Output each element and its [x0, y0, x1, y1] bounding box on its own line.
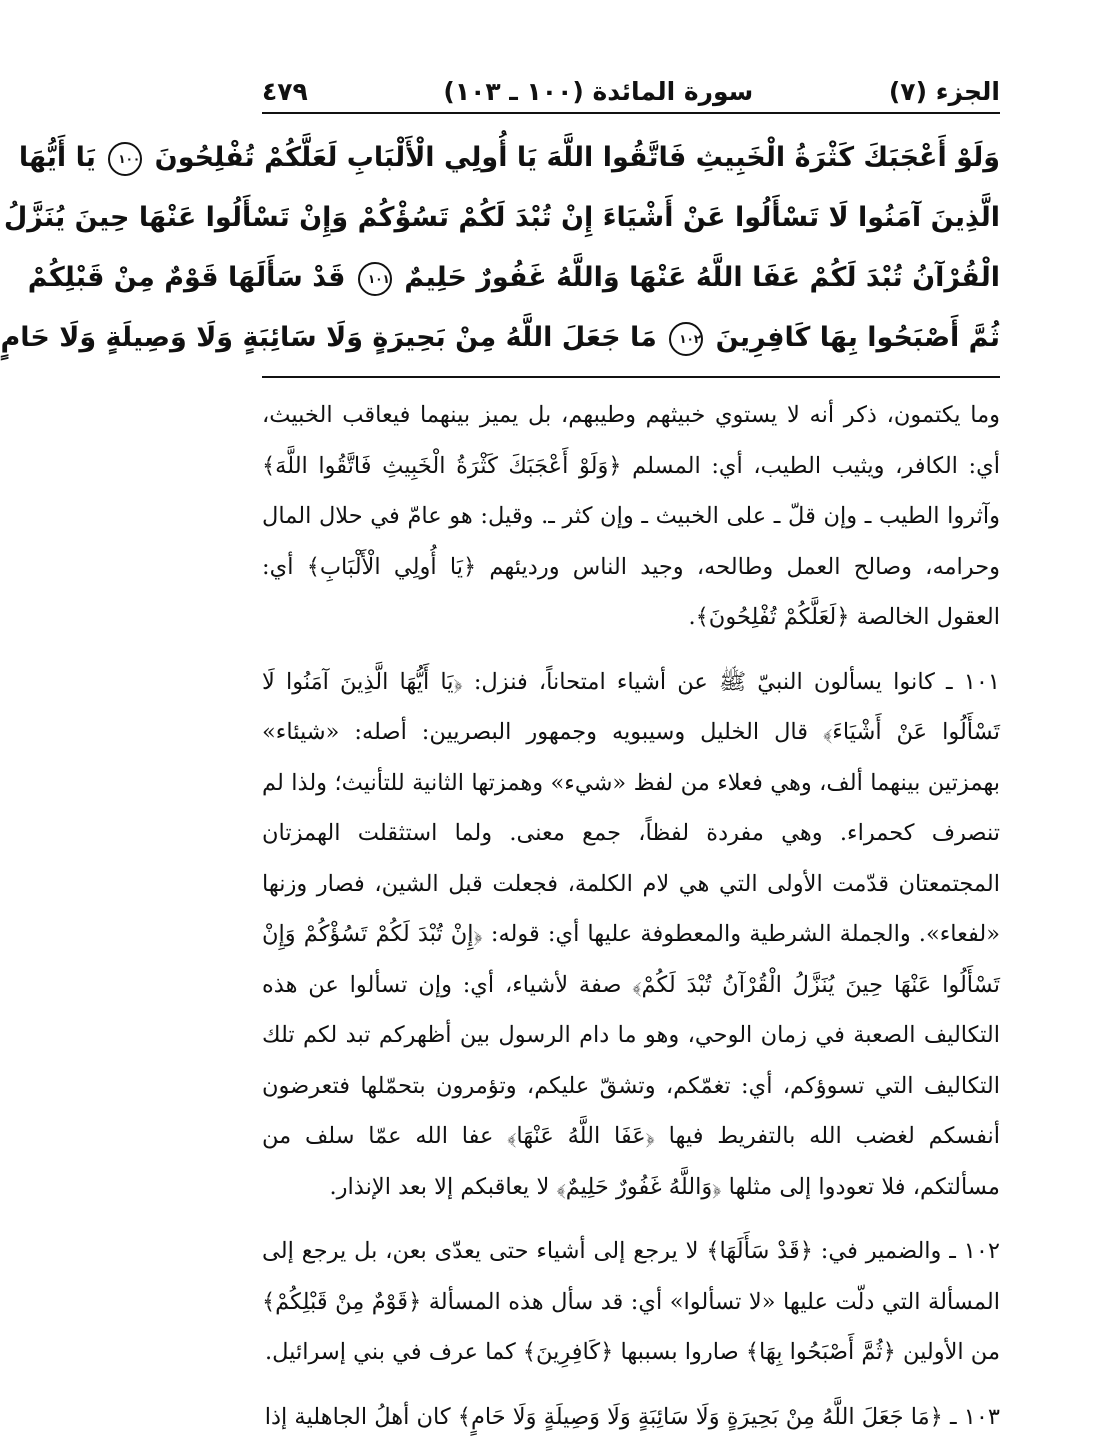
verse-line [3, 188, 1000, 248]
verse-text: الْقُرْآنُ تُبْدَ لَكُمْ عَفَا اللَّهُ عَنْهَا وَاللَّهُ غَفُورٌ حَلِيمٌ [404, 262, 1000, 293]
ayah-number-marker: ١٠١ [358, 262, 392, 296]
verse-text: وَلَوْ أَعْجَبَكَ كَثْرَةُ الْخَبِيثِ فَاتَّقُوا اللَّهَ يَا أُولِي الْأَلْبَابِ لَعَلَّكُمْ تُفْلِحُونَ [154, 142, 1000, 173]
commentary-paragraph [262, 1226, 1000, 1378]
surah-title: سورة المائدة (١٠٠ ـ ١٠٣) [443, 76, 754, 106]
verse-text: ثُمَّ أَصْبَحُوا بِهَا كَافِرِينَ [715, 322, 1000, 353]
commentary-text: ١٠١ ـ كانوا يسألون النبيّ ﷺ عن أشياء امتحاناً، فنزل: ﴿يَا أَيُّهَا الَّذِينَ آمَنُوا لَا تَسْأَلُوا عَنْ أَشْيَاءَ﴾ قال الخليل وسيبويه وجمهور البصريين: أصله: «شيئاء» بهمزتين بينهما ألف، وهي فعلاء من لفظ «شيء» وهمزتها الثانية للتأنيث؛ ولذا لم تنصرف كحمراء. وهي مفردة لفظاً، جمع معنى. ولما استثقلت الهمزتان المجتمعتان قدّمت الأولى التي هي لام الكلمة، فجعلت قبل الشين، فصار وزنها «لفعاء». والجملة الشرطية والمعطوفة عليها أي: قوله: ﴿إِنْ تُبْدَ لَكُمْ تَسُؤْكُمْ وَإِنْ تَسْأَلُوا عَنْهَا حِينَ يُنَزَّلُ الْقُرْآنُ تُبْدَ لَكُمْ﴾ صفة لأشياء، أي: وإن تسألوا عن هذه التكاليف الصعبة في زمان الوحي، وهو ما دام الرسول بين أظهركم تبد لكم تلك التكاليف التي تسوؤكم، أي: تغمّكم، وتشقّ عليكم، وتؤمرون بتحمّلها فتعرضون أنفسكم لغضب الله بالتفريط فيها ﴿عَفَا اللَّهُ عَنْهَا﴾ عفا الله عمّا سلف من مسألتكم، فلا تعودوا إلى مثلها ﴿وَاللَّهُ غَفُورٌ حَلِيمٌ﴾ لا يعاقبكم إلا بعد الإنذار. [262, 668, 1000, 1200]
quran-verses-block [0, 128, 1000, 376]
verse-text: الَّذِينَ آمَنُوا لَا تَسْأَلُوا عَنْ أَشْيَاءَ إِنْ تُبْدَ لَكُمْ تَسُؤْكُمْ وَإِنْ تَسْأَلُوا عَنْهَا حِينَ يُنَزَّلُ [3, 202, 1000, 233]
commentary-text: ١٠٢ ـ والضمير في: ﴿قَدْ سَأَلَهَا﴾ لا يرجع إلى أشياء حتى يعدّى بعن، بل يرجع إلى المسألة التي دلّت عليها «لا تسألوا» أي: قد سأل هذه المسألة ﴿قَوْمٌ مِنْ قَبْلِكُمْ﴾ من الأولين ﴿ثُمَّ أَصْبَحُوا بِهَا﴾ صاروا بسببها ﴿كَافِرِينَ﴾ كما عرف في بني إسرائيل. [262, 1238, 1000, 1365]
page-header [262, 70, 1000, 112]
tafsir-commentary [262, 390, 1000, 1442]
commentary-paragraph [262, 657, 1000, 1213]
header-rule [262, 112, 1000, 114]
verses-separator [262, 376, 1000, 378]
page-number: ٤٧٩ [262, 76, 308, 106]
verse-line [27, 248, 1000, 308]
verse-text: يَا أَيُّهَا [18, 142, 96, 173]
juz-label: الجزء (٧) [888, 76, 1000, 106]
book-page [0, 70, 1000, 1456]
verse-text: مَا جَعَلَ اللَّهُ مِنْ بَحِيرَةٍ وَلَا سَائِبَةٍ وَلَا وَصِيلَةٍ وَلَا حَامٍ [0, 322, 657, 353]
commentary-paragraph [262, 390, 1000, 643]
ayah-number-marker: ١٠٢ [669, 322, 703, 356]
verse-line [18, 128, 1000, 188]
verse-line [0, 308, 1000, 368]
ayah-number-marker: ١٠٠ [108, 142, 142, 176]
verse-text: قَدْ سَأَلَهَا قَوْمٌ مِنْ قَبْلِكُمْ [27, 262, 346, 293]
commentary-text: ١٠٣ ـ ﴿مَا جَعَلَ اللَّهُ مِنْ بَحِيرَةٍ وَلَا سَائِبَةٍ وَلَا وَصِيلَةٍ وَلَا حَامٍ﴾ كان أهلُ الجاهلية إذا [264, 1403, 1000, 1430]
commentary-text: وما يكتمون، ذكر أنه لا يستوي خبيثهم وطيبهم، بل يميز بينهما فيعاقب الخبيث، أي: الكافر، ويثيب الطيب، أي: المسلم ﴿وَلَوْ أَعْجَبَكَ كَثْرَةُ الْخَبِيثِ فَاتَّقُوا اللَّهَ﴾ وآثروا الطيب ـ وإن قلّ ـ على الخبيث ـ وإن كثر ـ. وقيل: هو عامّ في حلال المال وحرامه، وصالح العمل وطالحه، وجيد الناس ورديئهم ﴿يَا أُولِي الْأَلْبَابِ﴾ أي: العقول الخالصة ﴿لَعَلَّكُمْ تُفْلِحُونَ﴾. [262, 402, 1000, 630]
commentary-paragraph [262, 1392, 1000, 1443]
